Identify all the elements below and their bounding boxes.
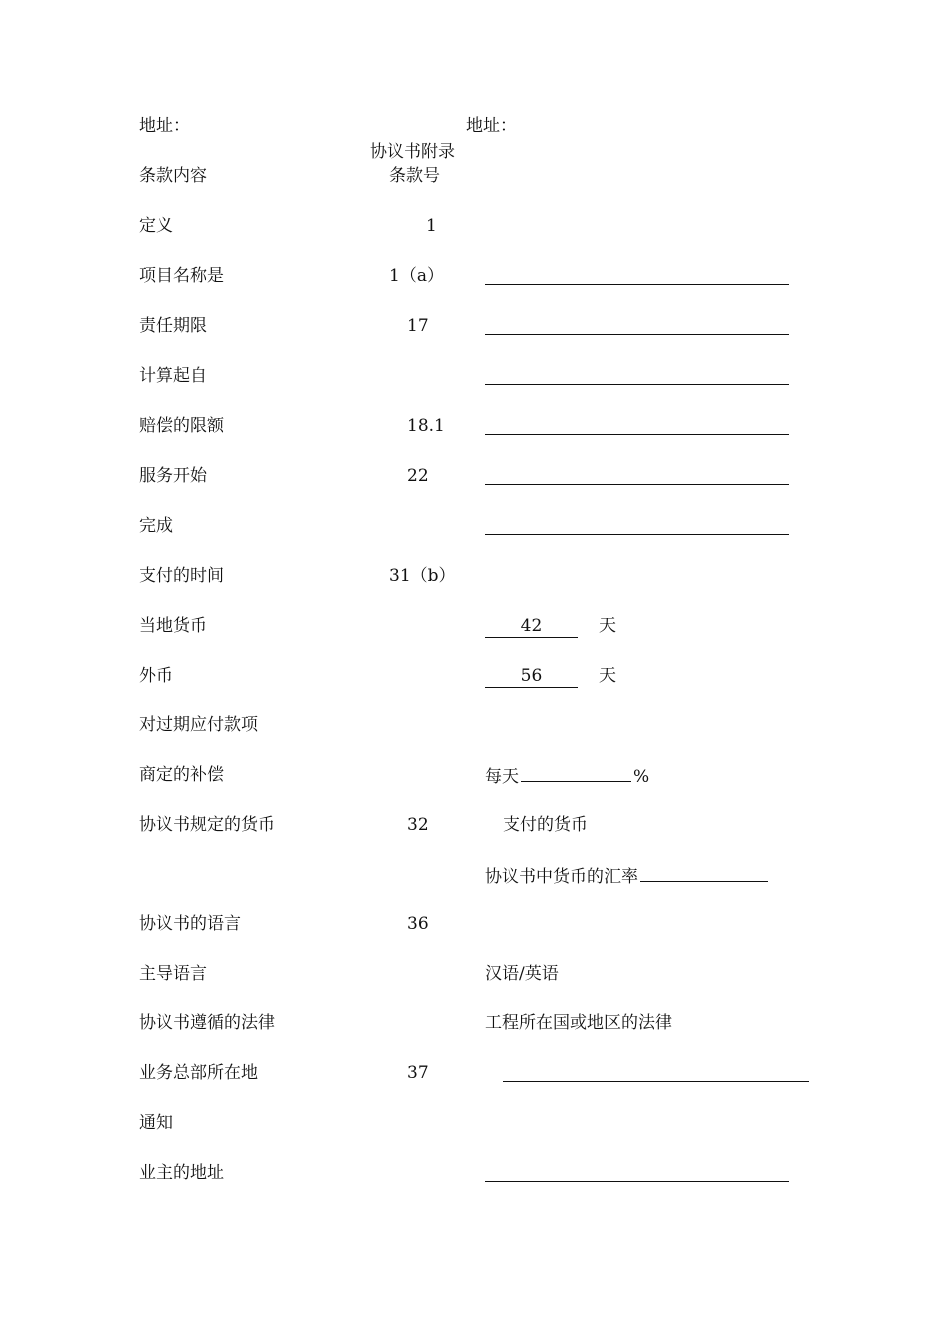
agreement-language-label: 协议书的语言 [139, 914, 241, 934]
liability-period-clause: 17 [407, 316, 429, 336]
payment-time-label: 支付的时间 [139, 566, 224, 586]
local-currency-field [485, 614, 578, 638]
content-column-title: 条款内容 [139, 166, 207, 186]
compensation-limit-clause: 18.1 [407, 416, 445, 436]
address-label-right: 地址： [466, 116, 517, 136]
local-currency-label: 当地货币 [139, 616, 207, 636]
foreign-currency-field [485, 664, 578, 688]
overdue-label: 对过期应付款项 [139, 715, 258, 735]
service-start-blank[interactable] [485, 484, 789, 485]
hq-location-clause: 37 [407, 1063, 429, 1083]
agreement-language-clause: 36 [407, 914, 429, 934]
foreign-currency-label: 外币 [139, 666, 173, 686]
governing-law-value: 工程所在国或地区的法律 [485, 1013, 672, 1033]
foreign-currency-unit: 天 [599, 666, 616, 686]
owner-address-blank[interactable] [485, 1181, 789, 1182]
calc-from-label: 计算起自 [139, 366, 207, 386]
governing-law-label: 协议书遵循的法律 [139, 1013, 275, 1033]
exchange-rate-label: 协议书中货币的汇率 [485, 867, 638, 887]
compensation-rate-blank[interactable] [521, 763, 631, 782]
payment-currency-text: 支付的货币 [503, 815, 588, 835]
liability-period-blank[interactable] [485, 334, 789, 335]
compensation-limit-label: 赔偿的限额 [139, 416, 224, 436]
liability-period-label: 责任期限 [139, 316, 207, 336]
exchange-rate-field [485, 863, 770, 889]
per-day-prefix: 每天 [485, 767, 519, 787]
foreign-currency-days[interactable]: 56 [485, 665, 578, 688]
calc-from-blank[interactable] [485, 384, 789, 385]
agreement-currency-clause: 32 [407, 815, 429, 835]
project-name-label: 项目名称是 [139, 266, 224, 286]
main-language-value: 汉语/英语 [485, 964, 559, 984]
completion-blank[interactable] [485, 534, 789, 535]
local-currency-unit: 天 [599, 616, 616, 636]
payment-time-clause: 31（b） [389, 566, 456, 586]
hq-location-blank[interactable] [503, 1081, 809, 1082]
notice-label: 通知 [139, 1113, 173, 1133]
main-language-label: 主导语言 [139, 964, 207, 984]
clause-column-title-line1: 协议书附录 [370, 142, 455, 162]
service-start-label: 服务开始 [139, 466, 207, 486]
service-start-clause: 22 [407, 466, 429, 486]
address-label-left: 地址： [139, 116, 190, 136]
compensation-limit-blank[interactable] [485, 434, 789, 435]
hq-location-label: 业务总部所在地 [139, 1063, 258, 1083]
completion-label: 完成 [139, 516, 173, 536]
exchange-rate-blank[interactable] [640, 863, 768, 882]
clause-column-title-line2: 条款号 [389, 166, 440, 186]
definition-clause: 1 [426, 216, 437, 236]
project-name-clause: 1（a） [389, 266, 444, 286]
owner-address-label: 业主的地址 [139, 1163, 224, 1183]
percent-suffix: % [633, 767, 650, 787]
agreed-compensation-label: 商定的补偿 [139, 765, 224, 785]
agreement-currency-label: 协议书规定的货币 [139, 815, 275, 835]
project-name-blank[interactable] [485, 284, 789, 285]
agreed-compensation-field [485, 763, 649, 789]
local-currency-days[interactable]: 42 [485, 615, 578, 638]
definition-label: 定义 [139, 216, 173, 236]
